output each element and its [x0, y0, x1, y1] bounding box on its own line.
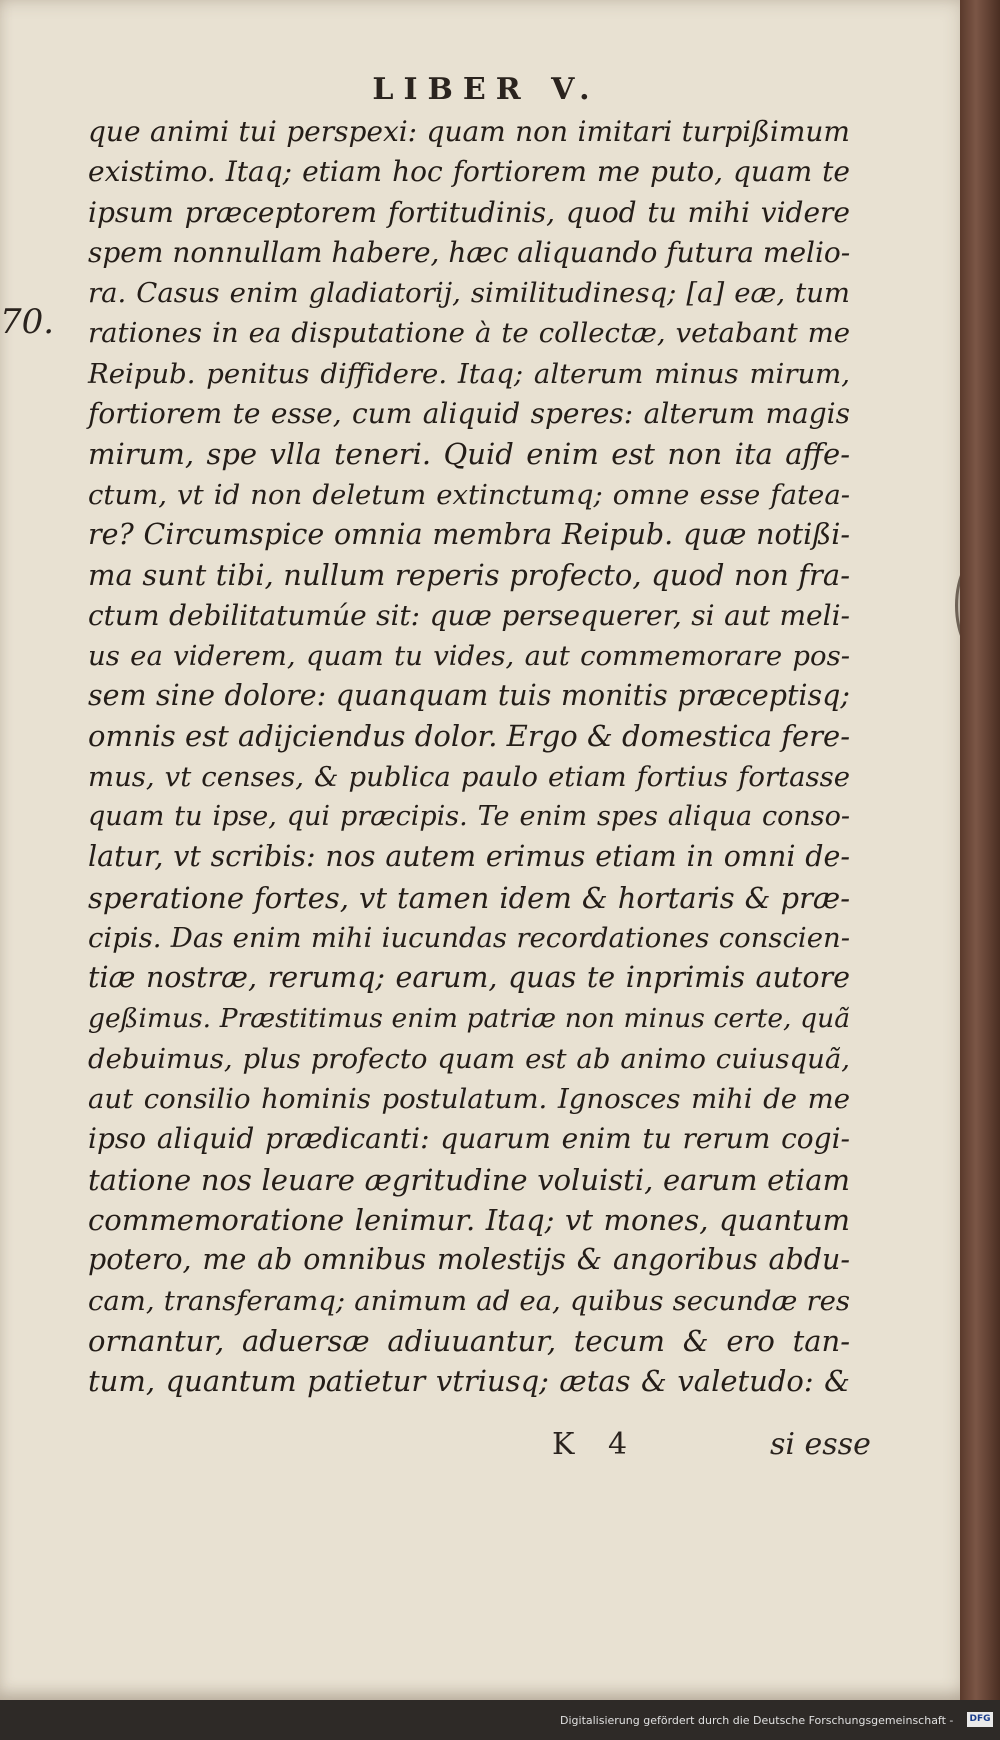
- text-line: spem nonnullam habere, hæc aliquando futura melio-: [88, 235, 851, 269]
- text-line: que animi tui perspexi: quam non imitari turpißimum: [88, 115, 850, 148]
- dfg-logo: DFG: [967, 1712, 993, 1727]
- text-line: ra. Casus enim gladiatorij, similitudinesq; [a] eæ, tum: [88, 277, 850, 310]
- text-line: ornantur, aduersæ adiuuantur, tecum & ero tan-: [88, 1323, 850, 1358]
- text-line: tatione nos leuare ægritudine voluisti, earum etiam: [88, 1162, 850, 1197]
- text-line: ipsum præceptorem fortitudinis, quod tu mihi videre: [88, 195, 850, 229]
- catchword: si esse: [770, 1427, 871, 1462]
- text-line: fortiorem te esse, cum aliquid speres: alterum magis: [88, 397, 850, 431]
- text-line: ctum debilitatumúe sit: quæ persequerer, si aut meli-: [88, 598, 850, 632]
- text-line: potero, me ab omnibus molestijs & angoribus abdu-: [88, 1243, 850, 1277]
- text-line: sem sine dolore: quanquam tuis monitis præceptisq;: [88, 679, 850, 713]
- text-line: ma sunt tibi, nullum reperis profecto, quod non fra-: [88, 558, 850, 593]
- text-line: mirum, spe vlla teneri. Quid enim est non ita affe-: [88, 437, 850, 472]
- text-line: ctum, vt id non deletum extinctumq; omne esse fatea-: [88, 478, 850, 511]
- margin-note: 70.: [0, 302, 55, 342]
- text-line: aut consilio hominis postulatum. Ignosces mihi de me: [88, 1083, 850, 1116]
- text-line: mus, vt censes, & publica paulo etiam fortius fortasse: [88, 760, 850, 793]
- text-line: quam tu ipse, qui præcipis. Te enim spes aliqua conso-: [88, 801, 850, 833]
- text-block: [88, 112, 850, 1402]
- text-line: cipis. Das enim mihi iucundas recordationes conscien-: [88, 921, 850, 954]
- running-head: LIBER V.: [372, 72, 600, 107]
- signature-mark: K 4: [552, 1427, 640, 1462]
- text-line: re? Circumspice omnia membra Reipub. quæ notißi-: [88, 517, 850, 551]
- text-line: rationes in ea disputatione à te collectæ, vetabant me: [88, 317, 850, 350]
- text-line: existimo. Itaq; etiam hoc fortiorem me puto, quam te: [88, 155, 850, 189]
- text-line: cam, transferamq; animum ad ea, quibus secundæ res: [88, 1284, 850, 1317]
- text-line: speratione fortes, vt tamen idem & hortaris & præ-: [88, 880, 850, 915]
- text-line: commemoratione lenimur. Itaq; vt mones, quantum: [88, 1203, 850, 1238]
- text-line: omnis est adijciendus dolor. Ergo & domestica fere-: [88, 719, 850, 754]
- text-line: Reipub. penitus diffidere. Itaq; alterum minus mirum,: [88, 357, 850, 390]
- text-line: tiæ nostræ, rerumq; earum, quas te inprimis autore: [88, 961, 850, 995]
- text-line: ipso aliquid prædicanti: quarum enim tu rerum cogi-: [88, 1122, 850, 1156]
- text-line: us ea viderem, quam tu vides, aut commemorare pos-: [88, 639, 850, 672]
- digitization-credit: Digitalisierung gefördert durch die Deutsche Forschungsgemeinschaft -: [560, 1714, 954, 1727]
- text-line: geßimus. Præstitimus enim patriæ non minus certe, quã: [88, 1002, 850, 1034]
- book-edge: [960, 0, 1000, 1700]
- text-line: tum, quantum patietur vtriusq; ætas & valetudo: &: [88, 1364, 850, 1399]
- text-line: latur, vt scribis: nos autem erimus etiam in omni de-: [88, 840, 850, 874]
- text-line: debuimus, plus profecto quam est ab animo cuiusquã,: [88, 1042, 850, 1075]
